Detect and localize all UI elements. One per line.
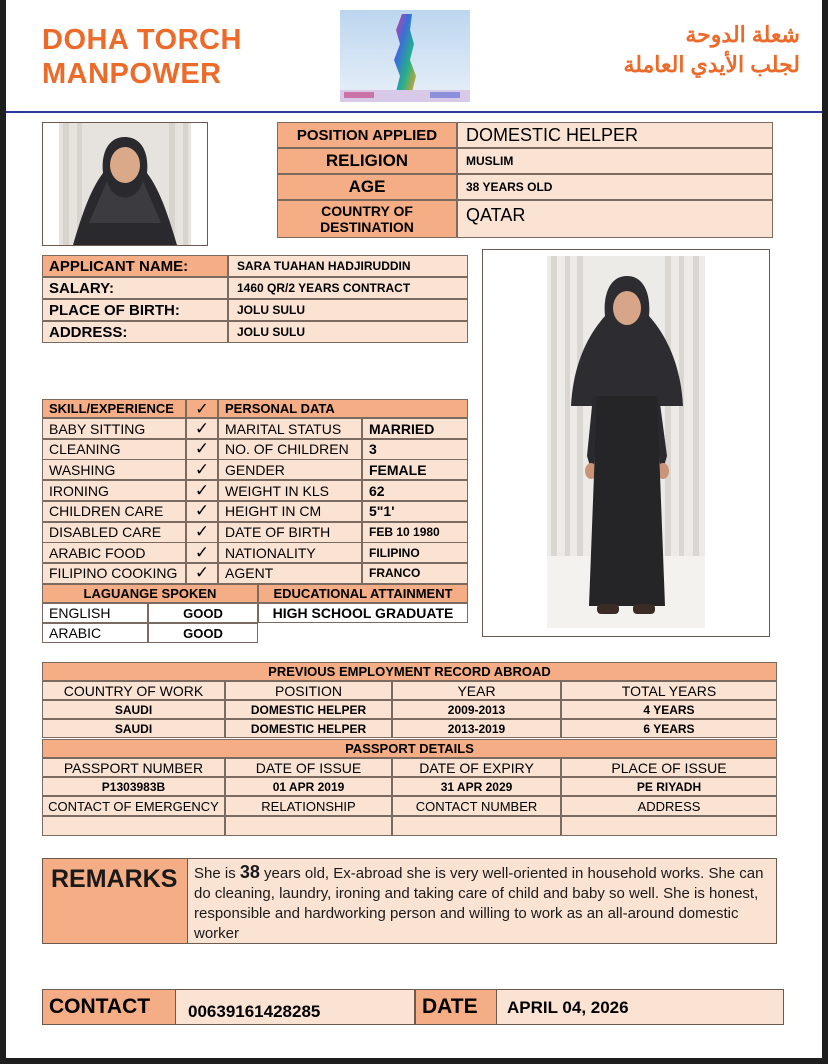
arabic-brand-line2: لجلب الأيدي العاملة (623, 52, 800, 77)
date-value: APRIL 04, 2026 (507, 998, 629, 1017)
education-header: EDUCATIONAL ATTAINMENT (258, 584, 468, 603)
skills-header-check-icon: ✓ (186, 399, 218, 418)
remarks-label-cell (42, 858, 188, 944)
passport-value: PE RIYADH (561, 777, 777, 796)
top-info-value: QATAR (457, 200, 773, 238)
language-name: ARABIC (42, 623, 148, 643)
personal-data-label: NO. OF CHILDREN (218, 439, 362, 460)
skills-header: SKILL/EXPERIENCE (42, 399, 186, 418)
top-info-label: RELIGION (277, 148, 457, 174)
contact-label-cell (42, 989, 176, 1025)
applicant-value: SARA TUAHAN HADJIRUDDIN (228, 255, 468, 277)
language-level: GOOD (148, 603, 258, 623)
applicant-portrait-image (43, 123, 207, 245)
skill-check-icon: ✓ (186, 501, 218, 522)
personal-data-header: PERSONAL DATA (218, 399, 468, 418)
applicant-label: SALARY: (42, 277, 228, 299)
emergency-column-header: ADDRESS (561, 796, 777, 816)
passport-value: 01 APR 2019 (225, 777, 392, 796)
personal-data-label: MARITAL STATUS (218, 418, 362, 439)
language-header: LAGUANGE SPOKEN (42, 584, 258, 603)
top-info-value: MUSLIM (457, 148, 773, 174)
top-info-value: DOMESTIC HELPER (457, 122, 773, 148)
skill-item: WASHING (42, 459, 186, 480)
skill-check-icon: ✓ (186, 522, 218, 543)
language-level: GOOD (148, 623, 258, 643)
remarks-label: REMARKS (51, 865, 178, 893)
personal-data-value: 3 (362, 439, 468, 460)
personal-data-label: AGENT (218, 563, 362, 584)
employment-row-cell: DOMESTIC HELPER (225, 700, 392, 719)
personal-data-label: GENDER (218, 459, 362, 480)
passport-column-header: PLACE OF ISSUE (561, 758, 777, 777)
top-info-label: AGE (277, 174, 457, 200)
employment-title: PREVIOUS EMPLOYMENT RECORD ABROAD (42, 662, 777, 681)
personal-data-value: FEB 10 1980 (362, 522, 468, 543)
personal-data-label: DATE OF BIRTH (218, 522, 362, 543)
applicant-label: ADDRESS: (42, 321, 228, 343)
passport-value: P1303983B (42, 777, 225, 796)
skill-check-icon: ✓ (186, 418, 218, 439)
doha-torch-logo (340, 10, 470, 102)
skill-item: BABY SITTING (42, 418, 186, 439)
employment-row-cell: 2009-2013 (392, 700, 561, 719)
skill-item: DISABLED CARE (42, 522, 186, 543)
applicant-value: JOLU SULU (228, 299, 468, 321)
top-info-value: 38 YEARS OLD (457, 174, 773, 200)
employment-row-cell: 6 YEARS (561, 719, 777, 738)
passport-column-header: DATE OF EXPIRY (392, 758, 561, 777)
employment-row-cell: SAUDI (42, 719, 225, 738)
personal-data-value: 62 (362, 480, 468, 501)
contact-value-cell (175, 989, 415, 1025)
date-label-cell (415, 989, 497, 1025)
remarks-text-start: She is (194, 865, 240, 882)
emergency-value (42, 816, 225, 836)
personal-data-label: HEIGHT IN CM (218, 501, 362, 522)
education-value: HIGH SCHOOL GRADUATE (258, 603, 468, 623)
skill-check-icon: ✓ (186, 542, 218, 563)
arabic-brand-line1: شعلة الدوحة (685, 22, 800, 47)
skill-check-icon: ✓ (186, 439, 218, 460)
employment-column-header: YEAR (392, 681, 561, 700)
employment-row-cell: 4 YEARS (561, 700, 777, 719)
passport-column-header: DATE OF ISSUE (225, 758, 392, 777)
applicant-label: APPLICANT NAME: (42, 255, 228, 277)
language-name: ENGLISH (42, 603, 148, 623)
skill-item: IRONING (42, 480, 186, 501)
emergency-value (561, 816, 777, 836)
personal-data-value: FRANCO (362, 563, 468, 584)
applicant-value: 1460 QR/2 YEARS CONTRACT (228, 277, 468, 299)
skill-item: FILIPINO COOKING (42, 563, 186, 584)
brand-name-line2: MANPOWER (42, 58, 222, 90)
emergency-value (392, 816, 561, 836)
emergency-value (225, 816, 392, 836)
skill-item: CHILDREN CARE (42, 501, 186, 522)
employment-column-header: COUNTRY OF WORK (42, 681, 225, 700)
applicant-photo-small (42, 122, 208, 246)
remarks-text-rest: years old, Ex-abroad she is very well-oriented in household works. She can do cleaning, laundry, ironing and taking care of child and baby so well. She is honest, responsible and hardworking person and willing to work as an all-around domestic worker (194, 865, 764, 942)
applicant-full-body-image (547, 256, 705, 628)
skill-item: CLEANING (42, 439, 186, 460)
applicant-photo-large (482, 249, 770, 637)
skill-check-icon: ✓ (186, 480, 218, 501)
personal-data-value: FILIPINO (362, 542, 468, 563)
date-label: DATE (422, 995, 478, 1018)
passport-title: PASSPORT DETAILS (42, 739, 777, 758)
personal-data-value: MARRIED (362, 418, 468, 439)
passport-value: 31 APR 2029 (392, 777, 561, 796)
employment-row-cell: DOMESTIC HELPER (225, 719, 392, 738)
contact-label: CONTACT (49, 995, 151, 1018)
top-info-label: POSITION APPLIED (277, 122, 457, 148)
remarks-text-cell (187, 858, 777, 944)
skill-check-icon: ✓ (186, 459, 218, 480)
brand-name-line1: DOHA TORCH (42, 24, 242, 56)
personal-data-label: NATIONALITY (218, 542, 362, 563)
employment-column-header: POSITION (225, 681, 392, 700)
personal-data-value: FEMALE (362, 459, 468, 480)
employment-row-cell: 2013-2019 (392, 719, 561, 738)
remarks-age: 38 (239, 862, 260, 882)
emergency-column-header: CONTACT NUMBER (392, 796, 561, 816)
applicant-label: PLACE OF BIRTH: (42, 299, 228, 321)
emergency-column-header: CONTACT OF EMERGENCY (42, 796, 225, 816)
employment-row-cell: SAUDI (42, 700, 225, 719)
biodata-page (6, 0, 822, 1058)
date-value-cell (496, 989, 784, 1025)
top-info-label: COUNTRY OF DESTINATION (277, 200, 457, 238)
personal-data-value: 5"1' (362, 501, 468, 522)
skill-item: ARABIC FOOD (42, 542, 186, 563)
employment-column-header: TOTAL YEARS (561, 681, 777, 700)
personal-data-label: WEIGHT IN KLS (218, 480, 362, 501)
passport-column-header: PASSPORT NUMBER (42, 758, 225, 777)
header-divider (6, 111, 822, 113)
applicant-value: JOLU SULU (228, 321, 468, 343)
skill-check-icon: ✓ (186, 563, 218, 584)
contact-number: 00639161428285 (188, 1002, 321, 1021)
emergency-column-header: RELATIONSHIP (225, 796, 392, 816)
